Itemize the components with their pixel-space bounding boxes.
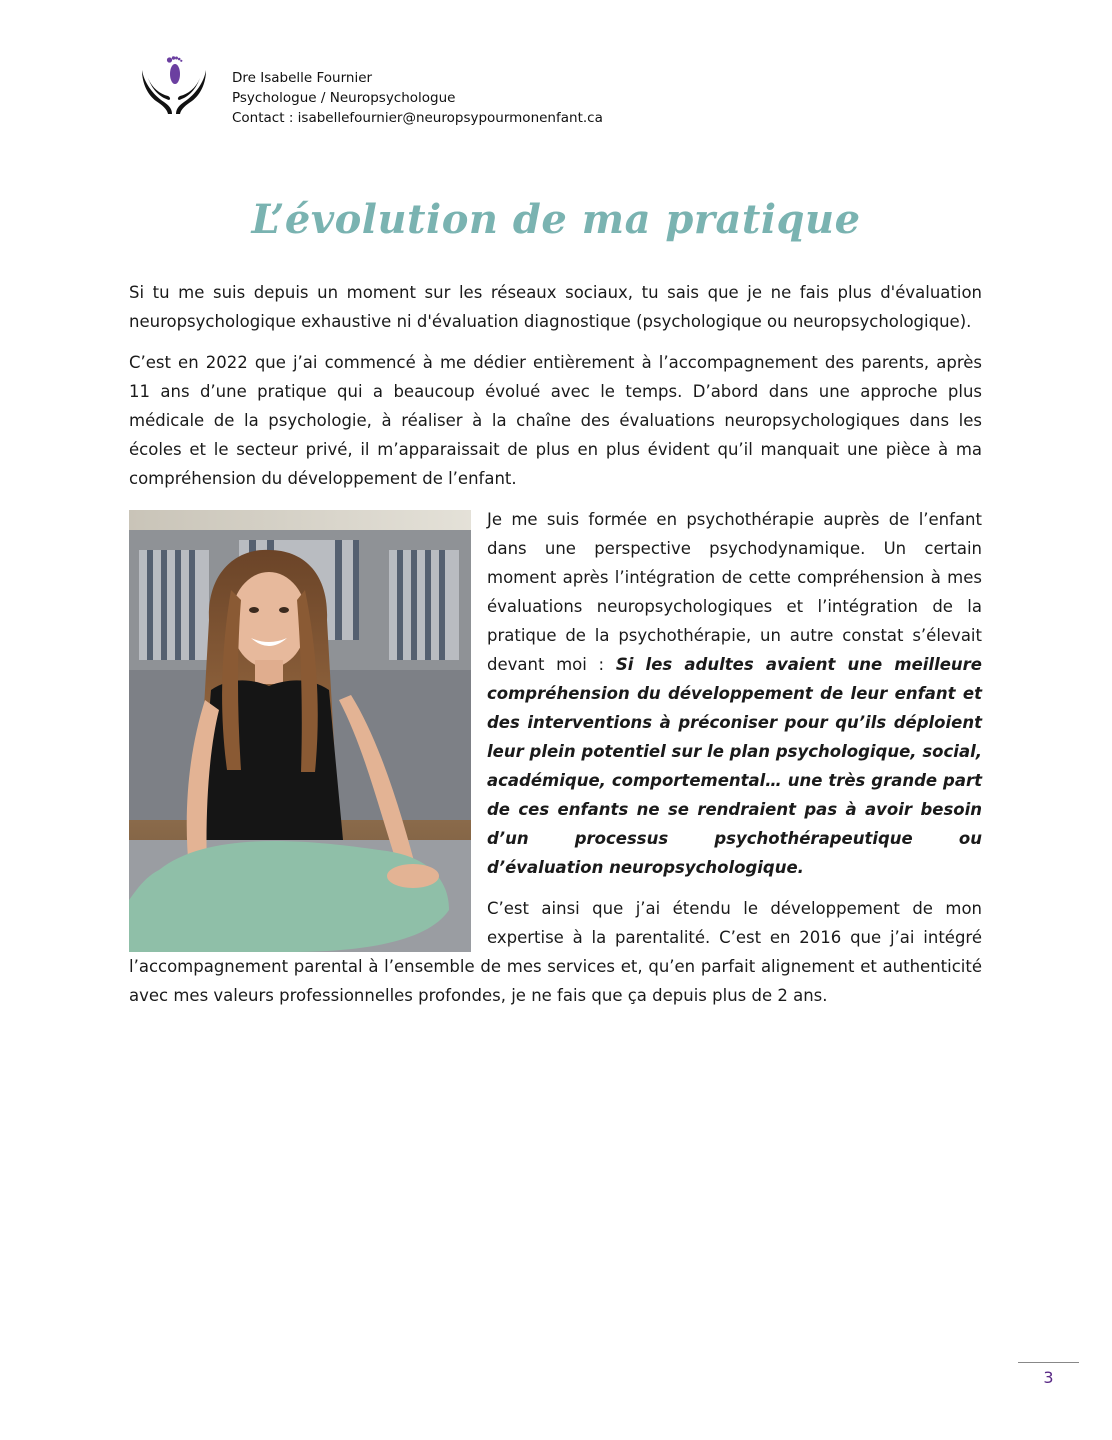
footer-divider bbox=[1018, 1362, 1079, 1363]
paragraph-1: Si tu me suis depuis un moment sur les réseaux sociaux, tu sais que je ne fais plus d'évaluation neuropsychologique exhaustive ni d'évaluation diagnostique (psychologique ou neuropsychologique). bbox=[129, 283, 982, 331]
body-content bbox=[129, 278, 982, 1022]
author-name: Dre Isabelle Fournier bbox=[232, 70, 373, 86]
hands-holding-foot-logo-icon bbox=[138, 52, 210, 118]
paragraph-2: C’est en 2022 que j’ai commencé à me dédier entièrement à l’accompagnement des parents, après 11 ans d’une pratique qui a beaucoup évolué avec le temps. D’abord dans une approche plus médicale de la psychologie, à réaliser à la chaîne des évaluations neuropsychologiques dans les écoles et le secteur privé, il m’apparaissait de plus en plus évident qu’il manquait une pièce à ma compréhension du développement de l’enfant. bbox=[129, 353, 982, 488]
page-number: 3 bbox=[1043, 1368, 1054, 1387]
page-title: L’évolution de ma pratique bbox=[251, 196, 861, 243]
photo-text-block bbox=[129, 505, 982, 1010]
contact-email: Contact : isabellefournier@neuropsypourmonenfant.ca bbox=[232, 110, 603, 126]
paragraph-3-emphasis: Si les adultes avaient une meilleure compréhension du développement de leur enfant et des interventions à préconiser pour qu’ils déploient leur plein potentiel sur le plan psychologique, social, académique, comportemental… une très grande part de ces enfants ne se rendraient pas à avoir besoin d’un processus psychothérapeutique ou d’évaluation neuropsychologique. bbox=[487, 655, 982, 877]
portrait-photo bbox=[129, 510, 471, 952]
header-contact-block bbox=[232, 68, 603, 128]
paragraph-3-text: Je me suis formée en psychothérapie auprès de l’enfant dans une perspective psychodynamique. Un certain moment après l’intégration de cette compréhension à mes évaluations neuropsychologiques et l’intégration de la pratique de la psychothérapie, un autre constat s’élevait devant moi : bbox=[487, 510, 982, 674]
author-role: Psychologue / Neuropsychologue bbox=[232, 90, 456, 106]
paragraph-4: C’est ainsi que j’ai étendu le développement de mon expertise à la parentalité. C’est en 2016 que j’ai intégré l’accompagnement parental à l’ensemble de mes services et, qu’en parfait alignement et authenticité avec mes valeurs professionnelles profondes, je ne fais que ça depuis plus de 2 ans. bbox=[129, 899, 982, 1005]
